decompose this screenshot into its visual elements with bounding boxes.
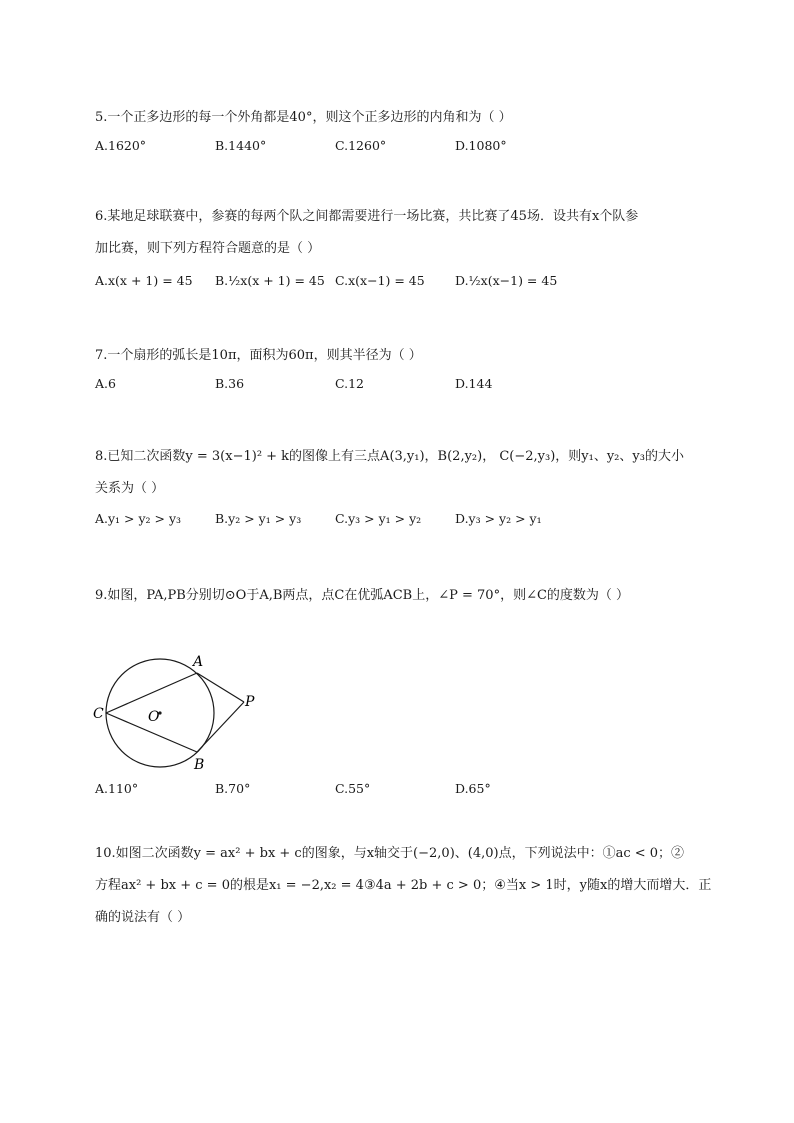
geometry-diagram — [90, 648, 280, 773]
question-6-stem-line-1: 6.某地足球联赛中，参赛的每两个队之间都需要进行一场比赛，共比赛了45场．设共有x个队参 — [95, 209, 639, 224]
option-a[interactable]: A.1620° — [95, 138, 147, 153]
label-c: C — [93, 706, 104, 722]
question-5-stem: 5.一个正多边形的每一个外角都是40°，则这个正多边形的内角和为（ ） — [95, 110, 512, 125]
option-c[interactable]: C.y₃ > y₁ > y₂ — [335, 511, 422, 526]
question-10-stem-line-3: 确的说法有（ ） — [95, 910, 191, 925]
option-d[interactable]: D.1080° — [455, 138, 507, 153]
circle-tangent-figure — [90, 648, 280, 777]
question-6-options — [95, 273, 715, 295]
option-d[interactable]: D.144 — [455, 376, 493, 391]
question-7-options — [95, 376, 715, 398]
question-8-stem-line-1: 8.已知二次函数y = 3(x−1)² + k的图像上有三点A(3,y₁)，B(2,y₂)， C(−2,y₃)，则y₁、y₂、y₃的大小 — [95, 449, 684, 464]
option-b[interactable]: B.1440° — [215, 138, 267, 153]
option-b[interactable]: B.y₂ > y₁ > y₃ — [215, 511, 302, 526]
option-a[interactable]: A.y₁ > y₂ > y₃ — [95, 511, 182, 526]
option-d[interactable]: D.y₃ > y₂ > y₁ — [455, 511, 542, 526]
option-d[interactable]: D.½x(x−1) = 45 — [455, 273, 558, 288]
option-c[interactable]: C.55° — [335, 781, 371, 796]
option-b[interactable]: B.70° — [215, 781, 251, 796]
segment-ca — [106, 673, 197, 713]
option-a[interactable]: A.6 — [95, 376, 116, 391]
option-c[interactable]: C.12 — [335, 376, 364, 391]
option-b[interactable]: B.½x(x + 1) = 45 — [215, 273, 325, 288]
option-c[interactable]: C.1260° — [335, 138, 387, 153]
label-p: P — [245, 694, 255, 710]
question-9-stem: 9.如图，PA,PB分别切⊙O于A,B两点，点C在优弧ACB上，∠P = 70°，则∠C的度数为（ ） — [95, 588, 630, 603]
label-o: O — [148, 709, 160, 725]
option-a[interactable]: A.x(x + 1) = 45 — [95, 273, 193, 288]
option-a[interactable]: A.110° — [95, 781, 139, 796]
label-b: B — [194, 757, 205, 773]
question-6 — [95, 201, 715, 295]
question-9 — [95, 580, 715, 612]
question-8-stem-line-2: 关系为（ ） — [95, 481, 165, 496]
question-10-stem-line-2: 方程ax² + bx + c = 0的根是x₁ = −2,x₂ = 4③4a + 2b + c > 0；④当x > 1时，y随x的增大而增大．正 — [95, 878, 712, 893]
question-6-stem-line-2: 加比赛，则下列方程符合题意的是（ ） — [95, 241, 321, 256]
question-10-stem-line-1: 10.如图二次函数y = ax² + bx + c的图象，与x轴交于(−2,0)、(4,0)点，下列说法中：①ac < 0；② — [95, 846, 685, 861]
tangent-pb — [197, 702, 244, 752]
question-8-options — [95, 511, 715, 533]
question-10 — [95, 838, 715, 934]
option-b[interactable]: B.36 — [215, 376, 245, 391]
question-8 — [95, 441, 715, 533]
option-c[interactable]: C.x(x−1) = 45 — [335, 273, 425, 288]
question-7 — [95, 340, 715, 398]
label-a: A — [193, 654, 204, 670]
question-5 — [95, 102, 715, 160]
tangent-pa — [197, 673, 244, 702]
question-9-options — [95, 781, 715, 803]
option-d[interactable]: D.65° — [455, 781, 491, 796]
question-9-options-wrap — [95, 777, 715, 803]
question-7-stem: 7.一个扇形的弧长是10π，面积为60π，则其半径为（ ） — [95, 348, 422, 363]
question-5-options — [95, 138, 715, 160]
